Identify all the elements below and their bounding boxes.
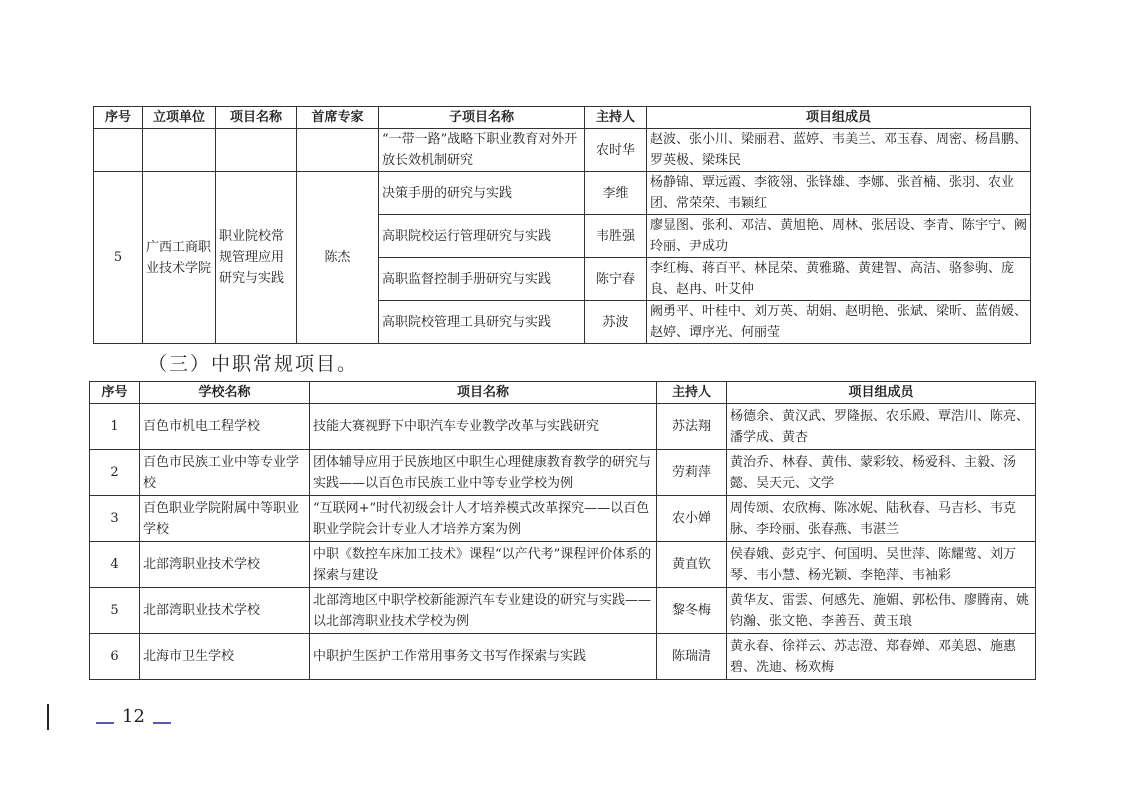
- project-name: 中职《数控车床加工技术》课程“以产代考”课程评价体系的探索与建设: [310, 542, 657, 588]
- host-name: 农小婵: [657, 496, 727, 542]
- host-name: 苏波: [585, 301, 647, 344]
- footer-dash-right: [153, 710, 171, 724]
- subproject-name: 高职院校运行管理研究与实践: [379, 215, 585, 258]
- project-name: 技能大赛视野下中职汽车专业教学改革与实践研究: [310, 404, 657, 450]
- table-row: [90, 450, 1036, 496]
- table-header-row: [90, 382, 1036, 404]
- subproject-name: 决策手册的研究与实践: [379, 172, 585, 215]
- school-name: 百色市民族工业中等专业学校: [140, 450, 310, 496]
- host-name: 李维: [585, 172, 647, 215]
- school-name: 百色职业学院附属中等职业学校: [140, 496, 310, 542]
- margin-bar: [47, 704, 49, 730]
- member-list: 黄永春、徐祥云、苏志澄、郑春婵、邓美恩、施惠碧、冼迪、杨欢梅: [727, 634, 1036, 680]
- member-list: 杨静锦、覃远霞、李筱翎、张锋雄、李娜、张首楠、张羽、农业团、常荣荣、韦颖红: [647, 172, 1031, 215]
- header-project: 项目名称: [310, 382, 657, 404]
- member-list: 黄治乔、林春、黄伟、蒙彩较、杨爱科、主毅、汤懿、吴天元、文学: [727, 450, 1036, 496]
- member-list: 侯春娥、彭克宇、何国明、吴世萍、陈耀莺、刘万琴、韦小慧、杨光颖、李艳萍、韦袖彩: [727, 542, 1036, 588]
- seq-number: 2: [90, 450, 140, 496]
- header-seq: 序号: [94, 107, 143, 129]
- table-row: [90, 588, 1036, 634]
- project-name: 团体辅导应用于民族地区中职生心理健康教育教学的研究与实践——以百色市民族工业中等专业学校为例: [310, 450, 657, 496]
- seq-number: 6: [90, 634, 140, 680]
- seq-number: 4: [90, 542, 140, 588]
- host-name: 韦胜强: [585, 215, 647, 258]
- member-list: 杨德余、黄汉武、罗隆振、农乐殿、覃浩川、陈亮、潘学成、黄杏: [727, 404, 1036, 450]
- seq-number: 5: [90, 588, 140, 634]
- school-name: 北部湾职业技术学校: [140, 588, 310, 634]
- unit-name: 广西工商职业技术学院: [143, 172, 216, 344]
- member-list: 廖显图、张利、邓洁、黄旭艳、周林、张居设、李青、陈宇宁、阙玲丽、尹成功: [647, 215, 1031, 258]
- table-row: [90, 404, 1036, 450]
- school-name: 百色市机电工程学校: [140, 404, 310, 450]
- table-row: [94, 129, 1031, 172]
- member-list: 李红梅、蒋百平、林昆荣、黄雅璐、黄建智、高洁、骆参驹、庞良、赵冉、叶艾仲: [647, 258, 1031, 301]
- header-school: 学校名称: [140, 382, 310, 404]
- table-row: [90, 542, 1036, 588]
- seq-number: 1: [90, 404, 140, 450]
- subproject-name: “一带一路”战略下职业教育对外开放长效机制研究: [379, 129, 585, 172]
- header-members: 项目组成员: [647, 107, 1031, 129]
- member-list: 阙勇平、叶桂中、刘万英、胡娟、赵明艳、张斌、梁昕、蓝俏媛、赵婷、谭序光、何丽莹: [647, 301, 1031, 344]
- school-name: 北海市卫生学校: [140, 634, 310, 680]
- school-name: 北部湾职业技术学校: [140, 542, 310, 588]
- member-list: 周传颂、农欣梅、陈冰妮、陆秋春、马吉杉、韦克脉、李玲丽、张春燕、韦湛兰: [727, 496, 1036, 542]
- header-unit: 立项单位: [143, 107, 216, 129]
- host-name: 陈宁春: [585, 258, 647, 301]
- header-host: 主持人: [657, 382, 727, 404]
- project-name: 职业院校常规管理应用研究与实践: [216, 172, 297, 344]
- seq-number: 5: [94, 172, 143, 344]
- host-name: 黎冬梅: [657, 588, 727, 634]
- page-number: 12: [122, 706, 145, 727]
- header-expert: 首席专家: [297, 107, 379, 129]
- project-name: “互联网+”时代初级会计人才培养模式改革探究——以百色职业学院会计专业人才培养方案为例: [310, 496, 657, 542]
- seq-number: 3: [90, 496, 140, 542]
- project-name: 中职护生医护工作常用事务文书写作探索与实践: [310, 634, 657, 680]
- subproject-name: 高职院校管理工具研究与实践: [379, 301, 585, 344]
- header-seq: 序号: [90, 382, 140, 404]
- project-table-continued: [93, 106, 1031, 344]
- header-host: 主持人: [585, 107, 647, 129]
- host-name: 农时华: [585, 129, 647, 172]
- member-list: 赵波、张小川、梁丽君、蓝婷、韦美兰、邓玉春、周密、杨昌鹏、罗英极、梁珠民: [647, 129, 1031, 172]
- page-footer: [96, 706, 171, 727]
- section-heading: （三）中职常规项目。: [148, 353, 359, 375]
- chief-expert: 陈杰: [297, 172, 379, 344]
- host-name: 苏法翔: [657, 404, 727, 450]
- table-row: [90, 496, 1036, 542]
- project-name: 北部湾地区中职学校新能源汽车专业建设的研究与实践——以北部湾职业技术学校为例: [310, 588, 657, 634]
- table-row: [90, 634, 1036, 680]
- host-name: 劳莉萍: [657, 450, 727, 496]
- header-subproject: 子项目名称: [379, 107, 585, 129]
- host-name: 黄直钦: [657, 542, 727, 588]
- table-row: [94, 172, 1031, 215]
- header-members: 项目组成员: [727, 382, 1036, 404]
- member-list: 黄华友、雷雲、何感先、施媚、郭松伟、廖腾南、姚钧瀚、张文艳、李善吾、黄玉琅: [727, 588, 1036, 634]
- table-header-row: [94, 107, 1031, 129]
- subproject-name: 高职监督控制手册研究与实践: [379, 258, 585, 301]
- header-project: 项目名称: [216, 107, 297, 129]
- footer-dash-left: [96, 710, 114, 724]
- secondary-vocational-project-table: [89, 381, 1036, 680]
- host-name: 陈瑞清: [657, 634, 727, 680]
